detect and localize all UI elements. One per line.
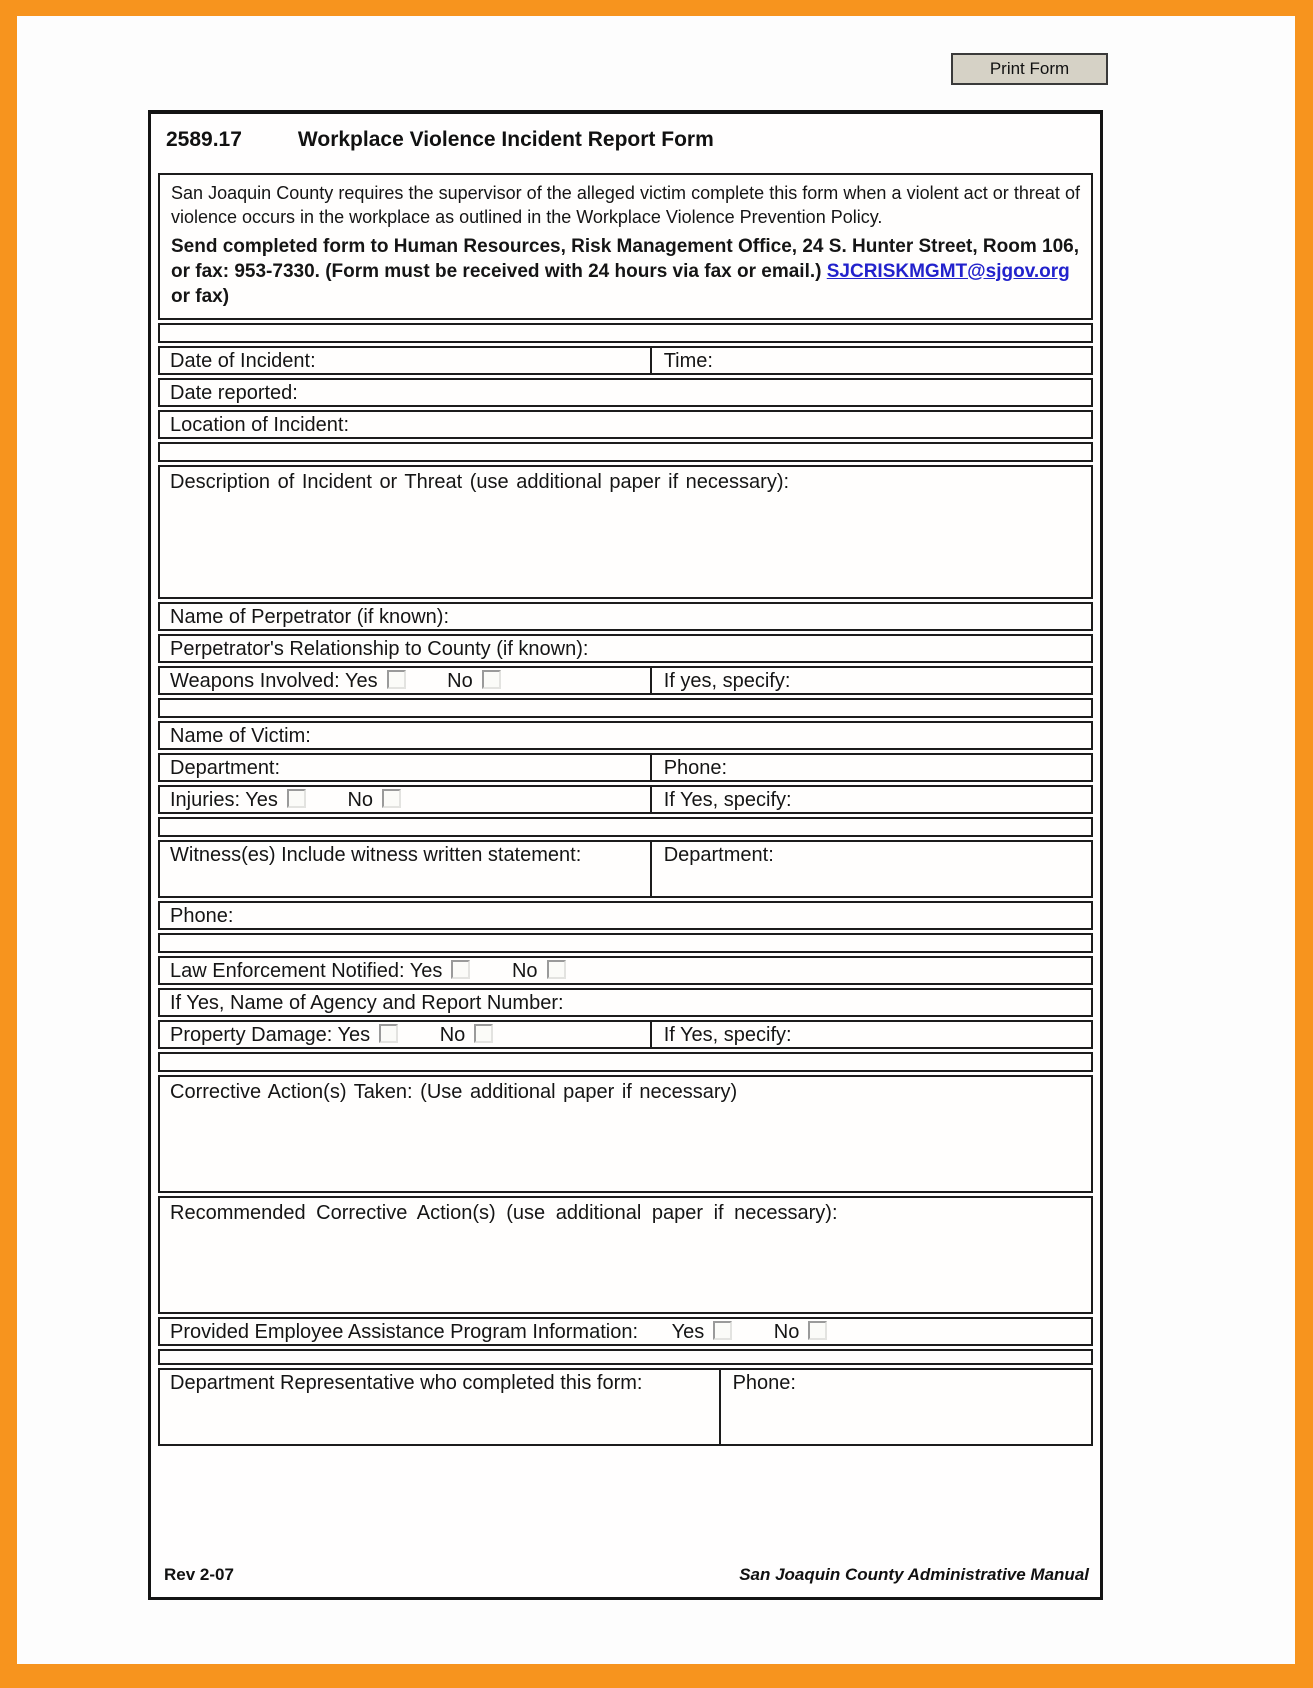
- injuries-no-checkbox[interactable]: [382, 789, 401, 808]
- witness-phone-field[interactable]: Phone:: [158, 901, 1093, 930]
- dept-representative-field[interactable]: Department Representative who completed this form:: [170, 1371, 643, 1394]
- weapons-yes-checkbox[interactable]: [387, 670, 406, 689]
- weapons-yes-label: Yes: [344, 669, 378, 692]
- eap-yes-checkbox[interactable]: [713, 1321, 732, 1340]
- witness-department-field[interactable]: Department:: [650, 842, 1091, 896]
- send-instructions: [171, 234, 1080, 309]
- spacer-row: [158, 817, 1093, 837]
- page-title: Workplace Violence Incident Report Form: [297, 128, 714, 151]
- law-enforcement-row: [158, 956, 1093, 985]
- form-footer: [158, 1565, 1093, 1589]
- time-field[interactable]: Time:: [650, 348, 1091, 373]
- incident-report-form: [148, 110, 1103, 1600]
- law-enforcement-yes-checkbox[interactable]: [451, 960, 470, 979]
- dept-representative-phone-field[interactable]: Phone:: [719, 1370, 1091, 1444]
- weapons-no-checkbox[interactable]: [482, 670, 501, 689]
- dept-representative-row: [158, 1368, 1093, 1446]
- law-enforcement-no-label: No: [511, 959, 538, 982]
- intro-box: [158, 173, 1093, 320]
- property-damage-yes-label: Yes: [337, 1023, 371, 1046]
- injuries-field: [160, 787, 650, 812]
- perpetrator-relationship-field[interactable]: Perpetrator's Relationship to County (if known):: [158, 634, 1093, 663]
- perpetrator-name-field[interactable]: Name of Perpetrator (if known):: [158, 602, 1093, 631]
- injuries-yes-checkbox[interactable]: [287, 789, 306, 808]
- eap-no-label: No: [773, 1320, 800, 1343]
- date-reported-field[interactable]: Date reported:: [158, 378, 1093, 407]
- form-code: 2589.17: [166, 128, 242, 151]
- weapons-involved-label: Weapons Involved:: [170, 669, 340, 692]
- blank-area: [158, 1446, 1093, 1565]
- victim-department-field[interactable]: Department:: [170, 756, 281, 779]
- law-enforcement-yes-label: Yes: [409, 959, 443, 982]
- form-title-row: [158, 120, 1093, 170]
- date-of-incident-field[interactable]: Date of Incident:: [170, 349, 316, 372]
- eap-yes-label: Yes: [671, 1320, 705, 1343]
- email-suffix: or fax): [171, 285, 230, 307]
- send-instructions-text: Send completed form to Human Resources, Risk Management Office, 24 S. Hunter Street, Room 106, or fax: 953-7330. (Form must be received with 24 hours via fax or email.): [171, 235, 1080, 282]
- manual-label: San Joaquin County Administrative Manual: [739, 1565, 1089, 1584]
- spacer-row: [158, 442, 1093, 462]
- witness-row: [158, 840, 1093, 898]
- injuries-no-label: No: [347, 788, 374, 811]
- spacer-row: [158, 933, 1093, 953]
- spacer-row: [158, 1052, 1093, 1072]
- date-time-row: [158, 346, 1093, 375]
- property-damage-label: Property Damage:: [170, 1023, 333, 1046]
- recommended-actions-field[interactable]: Recommended Corrective Action(s) (use additional paper if necessary):: [158, 1196, 1093, 1314]
- email-link[interactable]: SJCRISKMGMT@sjgov.org: [826, 260, 1070, 282]
- property-damage-specify-field[interactable]: If Yes, specify:: [650, 1022, 1091, 1047]
- property-damage-row: [158, 1020, 1093, 1049]
- victim-name-field[interactable]: Name of Victim:: [158, 721, 1093, 750]
- eap-no-checkbox[interactable]: [808, 1321, 827, 1340]
- weapons-row: [158, 666, 1093, 695]
- witness-field[interactable]: Witness(es) Include witness written statement:: [170, 843, 582, 866]
- location-of-incident-field[interactable]: Location of Incident:: [158, 410, 1093, 439]
- eap-row: [158, 1317, 1093, 1346]
- law-enforcement-no-checkbox[interactable]: [547, 960, 566, 979]
- spacer-row: [158, 1349, 1093, 1365]
- corrective-actions-field[interactable]: Corrective Action(s) Taken: (Use additional paper if necessary): [158, 1075, 1093, 1193]
- injuries-specify-field[interactable]: If Yes, specify:: [650, 787, 1091, 812]
- policy-text: San Joaquin County requires the supervisor of the alleged victim complete this form when a violent act or threat of violence occurs in the workplace as outlined in the Workplace Violence Prevention Policy.: [171, 183, 1080, 227]
- property-damage-yes-checkbox[interactable]: [379, 1024, 398, 1043]
- victim-phone-field[interactable]: Phone:: [650, 755, 1091, 780]
- description-field[interactable]: Description of Incident or Threat (use additional paper if necessary):: [158, 465, 1093, 599]
- weapons-involved-field: [160, 668, 650, 693]
- weapons-specify-field[interactable]: If yes, specify:: [650, 668, 1091, 693]
- property-damage-field: [160, 1022, 650, 1047]
- injuries-label: Injuries:: [170, 788, 241, 811]
- revision-label: Rev 2-07: [164, 1565, 234, 1584]
- property-damage-no-label: No: [439, 1023, 466, 1046]
- eap-label: Provided Employee Assistance Program Information:: [170, 1320, 638, 1343]
- document-page: [17, 16, 1295, 1664]
- agency-report-number-field[interactable]: If Yes, Name of Agency and Report Number:: [158, 988, 1093, 1017]
- spacer-row: [158, 323, 1093, 343]
- property-damage-no-checkbox[interactable]: [474, 1024, 493, 1043]
- print-form-button[interactable]: Print Form: [951, 53, 1108, 85]
- law-enforcement-label: Law Enforcement Notified:: [170, 959, 405, 982]
- weapons-no-label: No: [447, 669, 473, 692]
- injuries-yes-label: Yes: [245, 788, 278, 811]
- spacer-row: [158, 698, 1093, 718]
- injuries-row: [158, 785, 1093, 814]
- victim-department-phone-row: [158, 753, 1093, 782]
